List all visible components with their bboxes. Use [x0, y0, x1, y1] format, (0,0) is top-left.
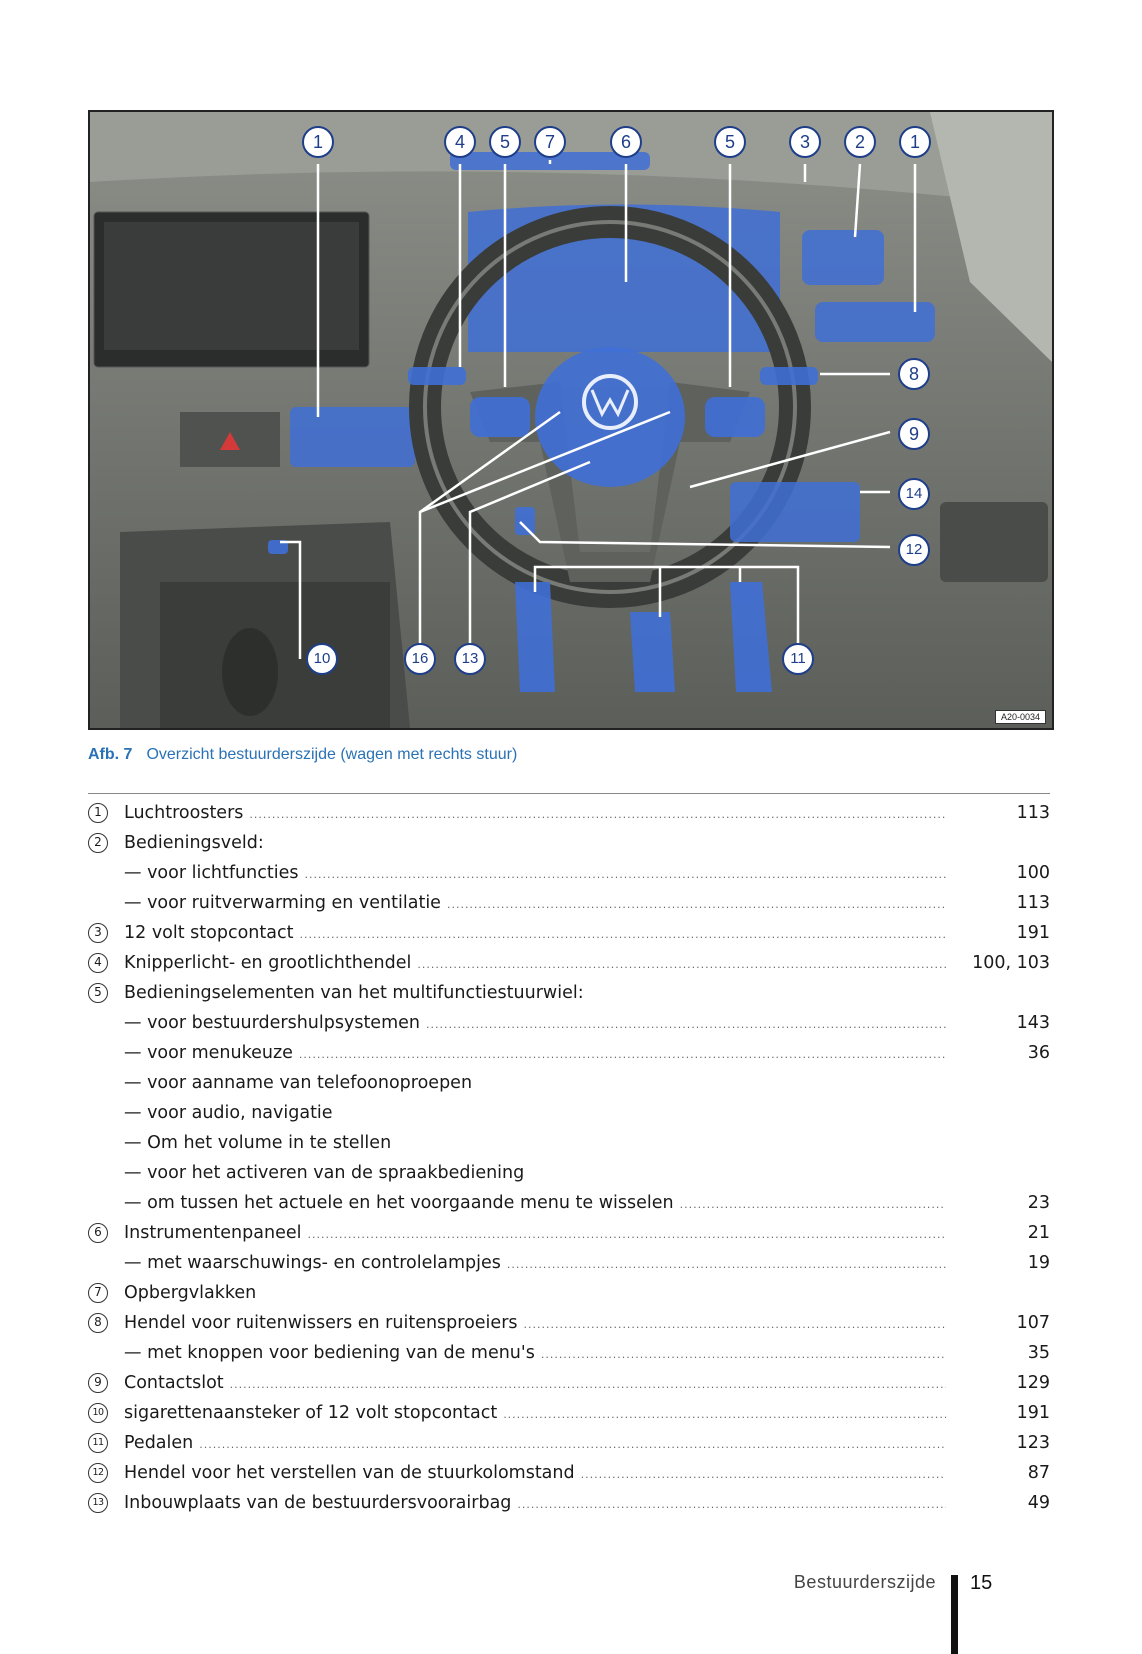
legend-row	[88, 828, 1050, 858]
leader-dots	[426, 1008, 946, 1040]
legend-row	[88, 798, 1050, 828]
legend-text: — voor het activeren van de spraakbediening	[124, 1163, 525, 1183]
leader-dots	[541, 1338, 946, 1370]
legend-number: 9	[88, 1373, 108, 1393]
legend-text: — met waarschuwings- en controlelampjes	[124, 1253, 501, 1273]
legend-text-wrap	[124, 978, 950, 1008]
legend-text: — voor aanname van telefoonoproepen	[124, 1073, 473, 1093]
legend-page: 129	[1016, 1373, 1050, 1393]
legend-row	[88, 1038, 1050, 1068]
legend-row	[88, 1188, 1050, 1218]
legend-number: 8	[88, 1313, 108, 1333]
callout-3: 3	[789, 126, 821, 158]
caption-label: Afb. 7	[88, 746, 133, 763]
legend-text-wrap	[124, 1248, 950, 1280]
legend-text-wrap	[124, 1338, 950, 1370]
legend-text: Luchtroosters	[124, 803, 244, 823]
callout-11: 11	[782, 643, 814, 675]
legend-text: — voor lichtfuncties	[124, 863, 299, 883]
legend-text: Bedieningsveld:	[124, 833, 264, 853]
legend-row	[88, 1368, 1050, 1398]
legend-text-wrap	[124, 858, 950, 890]
legend-text: Bedieningselementen van het multifunctiestuurwiel:	[124, 983, 584, 1003]
legend-number: 12	[88, 1463, 108, 1483]
legend-number: 5	[88, 983, 108, 1003]
callout-14: 14	[898, 478, 930, 510]
legend-text: Contactslot	[124, 1373, 224, 1393]
legend-text-wrap	[124, 888, 950, 920]
legend-text: Opbergvlakken	[124, 1283, 257, 1303]
footer-section: Bestuurderszijde	[793, 1572, 936, 1592]
left-stalk-highlight	[408, 367, 466, 385]
callout-5: 5	[489, 126, 521, 158]
callout-2: 2	[844, 126, 876, 158]
legend-text-wrap	[124, 1038, 950, 1070]
legend-row	[88, 948, 1050, 978]
leader-dots	[230, 1368, 946, 1400]
legend-page: 23	[1027, 1193, 1050, 1213]
legend-text-wrap	[124, 828, 950, 858]
legend-row	[88, 1218, 1050, 1248]
legend-page: 100, 103	[972, 953, 1050, 973]
legend-text-wrap	[124, 1488, 950, 1520]
legend-number: 2	[88, 833, 108, 853]
callout-7: 7	[534, 126, 566, 158]
leader-dots	[581, 1458, 946, 1490]
footer-bar	[951, 1575, 958, 1654]
legend-number: 11	[88, 1433, 108, 1453]
callout-1: 1	[302, 126, 334, 158]
legend-text: — om tussen het actuele en het voorgaande menu te wisselen	[124, 1193, 674, 1213]
legend-row	[88, 1008, 1050, 1038]
leader-dots	[417, 948, 946, 980]
legend-number: 13	[88, 1493, 108, 1513]
legend-text: sigarettenaansteker of 12 volt stopcontact	[124, 1403, 498, 1423]
legend-text-wrap	[124, 1218, 950, 1250]
leader-dots	[517, 1488, 946, 1520]
legend-row	[88, 1458, 1050, 1488]
legend-list	[88, 798, 1050, 1518]
legend-number: 7	[88, 1283, 108, 1303]
legend-text: Hendel voor het verstellen van de stuurkolomstand	[124, 1463, 575, 1483]
legend-text-wrap	[124, 1368, 950, 1400]
callout-8: 8	[898, 358, 930, 390]
legend-page: 123	[1016, 1433, 1050, 1453]
legend-row	[88, 1248, 1050, 1278]
legend-page: 35	[1027, 1343, 1050, 1363]
legend-text: Hendel voor ruitenwissers en ruitensproeiers	[124, 1313, 518, 1333]
leader-dots	[304, 858, 946, 890]
legend-text: 12 volt stopcontact	[124, 923, 294, 943]
caption-text: Overzicht bestuurderszijde (wagen met rechts stuur)	[146, 746, 518, 763]
legend-row	[88, 1308, 1050, 1338]
legend-row	[88, 858, 1050, 888]
callout-4: 4	[444, 126, 476, 158]
legend-row	[88, 1428, 1050, 1458]
legend-text-wrap	[124, 1458, 950, 1490]
legend-number: 6	[88, 1223, 108, 1243]
legend-row	[88, 978, 1050, 1008]
legend-page: 191	[1016, 923, 1050, 943]
legend-row	[88, 888, 1050, 918]
door-controls	[940, 502, 1048, 582]
legend-text-wrap	[124, 1008, 950, 1040]
legend-page: 143	[1016, 1013, 1050, 1033]
legend-page: 19	[1027, 1253, 1050, 1273]
legend-number: 4	[88, 953, 108, 973]
dashboard-figure	[88, 110, 1054, 730]
leader-dots	[507, 1248, 946, 1280]
legend-page: 113	[1016, 893, 1050, 913]
legend-row	[88, 1278, 1050, 1308]
callout-9: 9	[898, 418, 930, 450]
legend-page: 107	[1016, 1313, 1050, 1333]
legend-text-wrap	[124, 1098, 950, 1128]
legend-text-wrap	[124, 1158, 950, 1188]
legend-row	[88, 1488, 1050, 1518]
leader-dots	[503, 1398, 946, 1430]
leader-dots	[299, 1038, 946, 1070]
pedal-clutch	[515, 582, 555, 692]
leader-dots	[680, 1188, 946, 1220]
figure-caption	[88, 746, 517, 764]
left-wheel-buttons	[470, 397, 530, 437]
legend-text: — met knoppen voor bediening van de menu's	[124, 1343, 535, 1363]
pedal-brake	[630, 612, 675, 692]
figure-id: A20-0034	[995, 710, 1046, 724]
legend-text: — Om het volume in te stellen	[124, 1133, 392, 1153]
legend-row	[88, 918, 1050, 948]
legend-page: 21	[1027, 1223, 1050, 1243]
left-vent-highlight	[290, 407, 415, 467]
leader-dots	[447, 888, 946, 920]
legend-text: — voor menukeuze	[124, 1043, 293, 1063]
legend-text-wrap	[124, 1428, 950, 1460]
screen-glass	[104, 222, 359, 350]
right-stalk-highlight	[760, 367, 818, 385]
legend-row	[88, 1068, 1050, 1098]
leader-dots	[524, 1308, 946, 1340]
airbag-highlight	[535, 347, 685, 487]
legend-number: 10	[88, 1403, 108, 1423]
right-vent-highlight	[815, 302, 935, 342]
callout-5: 5	[714, 126, 746, 158]
legend-row	[88, 1338, 1050, 1368]
legend-text-wrap	[124, 1308, 950, 1340]
callout-13: 13	[454, 643, 486, 675]
legend-text-wrap	[124, 948, 950, 980]
legend-page: 191	[1016, 1403, 1050, 1423]
legend-text-wrap	[124, 1278, 950, 1308]
callout-10: 10	[306, 643, 338, 675]
legend-row	[88, 1128, 1050, 1158]
legend-text: Knipperlicht- en grootlichthendel	[124, 953, 412, 973]
legend-row	[88, 1098, 1050, 1128]
control-panel-highlight	[802, 230, 884, 285]
leader-dots	[307, 1218, 946, 1250]
legend-row	[88, 1158, 1050, 1188]
callout-16: 16	[404, 643, 436, 675]
legend-text-wrap	[124, 918, 950, 950]
legend-number: 3	[88, 923, 108, 943]
glovebox-highlight	[730, 482, 860, 542]
legend-text-wrap	[124, 1128, 950, 1158]
legend-number: 1	[88, 803, 108, 823]
legend-rule	[88, 793, 1050, 794]
legend-text-wrap	[124, 1398, 950, 1430]
legend-page: 87	[1027, 1463, 1050, 1483]
leader-dots	[249, 798, 946, 830]
callout-1: 1	[899, 126, 931, 158]
callout-6: 6	[610, 126, 642, 158]
legend-text: Instrumentenpaneel	[124, 1223, 302, 1243]
right-wheel-buttons	[705, 397, 765, 437]
leader-dots	[299, 918, 946, 950]
footer-page-number: 15	[970, 1572, 993, 1594]
legend-text: — voor audio, navigatie	[124, 1103, 333, 1123]
legend-page: 49	[1027, 1493, 1050, 1513]
legend-row	[88, 1398, 1050, 1428]
legend-page: 36	[1027, 1043, 1050, 1063]
legend-text-wrap	[124, 798, 950, 830]
legend-text: — voor bestuurdershulpsystemen	[124, 1013, 420, 1033]
gear-knob	[222, 628, 278, 716]
callout-12: 12	[898, 534, 930, 566]
legend-text: — voor ruitverwarming en ventilatie	[124, 893, 441, 913]
legend-text-wrap	[124, 1068, 950, 1098]
leader-dots	[199, 1428, 946, 1460]
legend-text: Inbouwplaats van de bestuurdersvoorairbag	[124, 1493, 512, 1513]
legend-page: 113	[1016, 803, 1050, 823]
column-lever-highlight	[515, 507, 535, 535]
legend-page: 100	[1016, 863, 1050, 883]
legend-text: Pedalen	[124, 1433, 194, 1453]
legend-text-wrap	[124, 1188, 950, 1220]
